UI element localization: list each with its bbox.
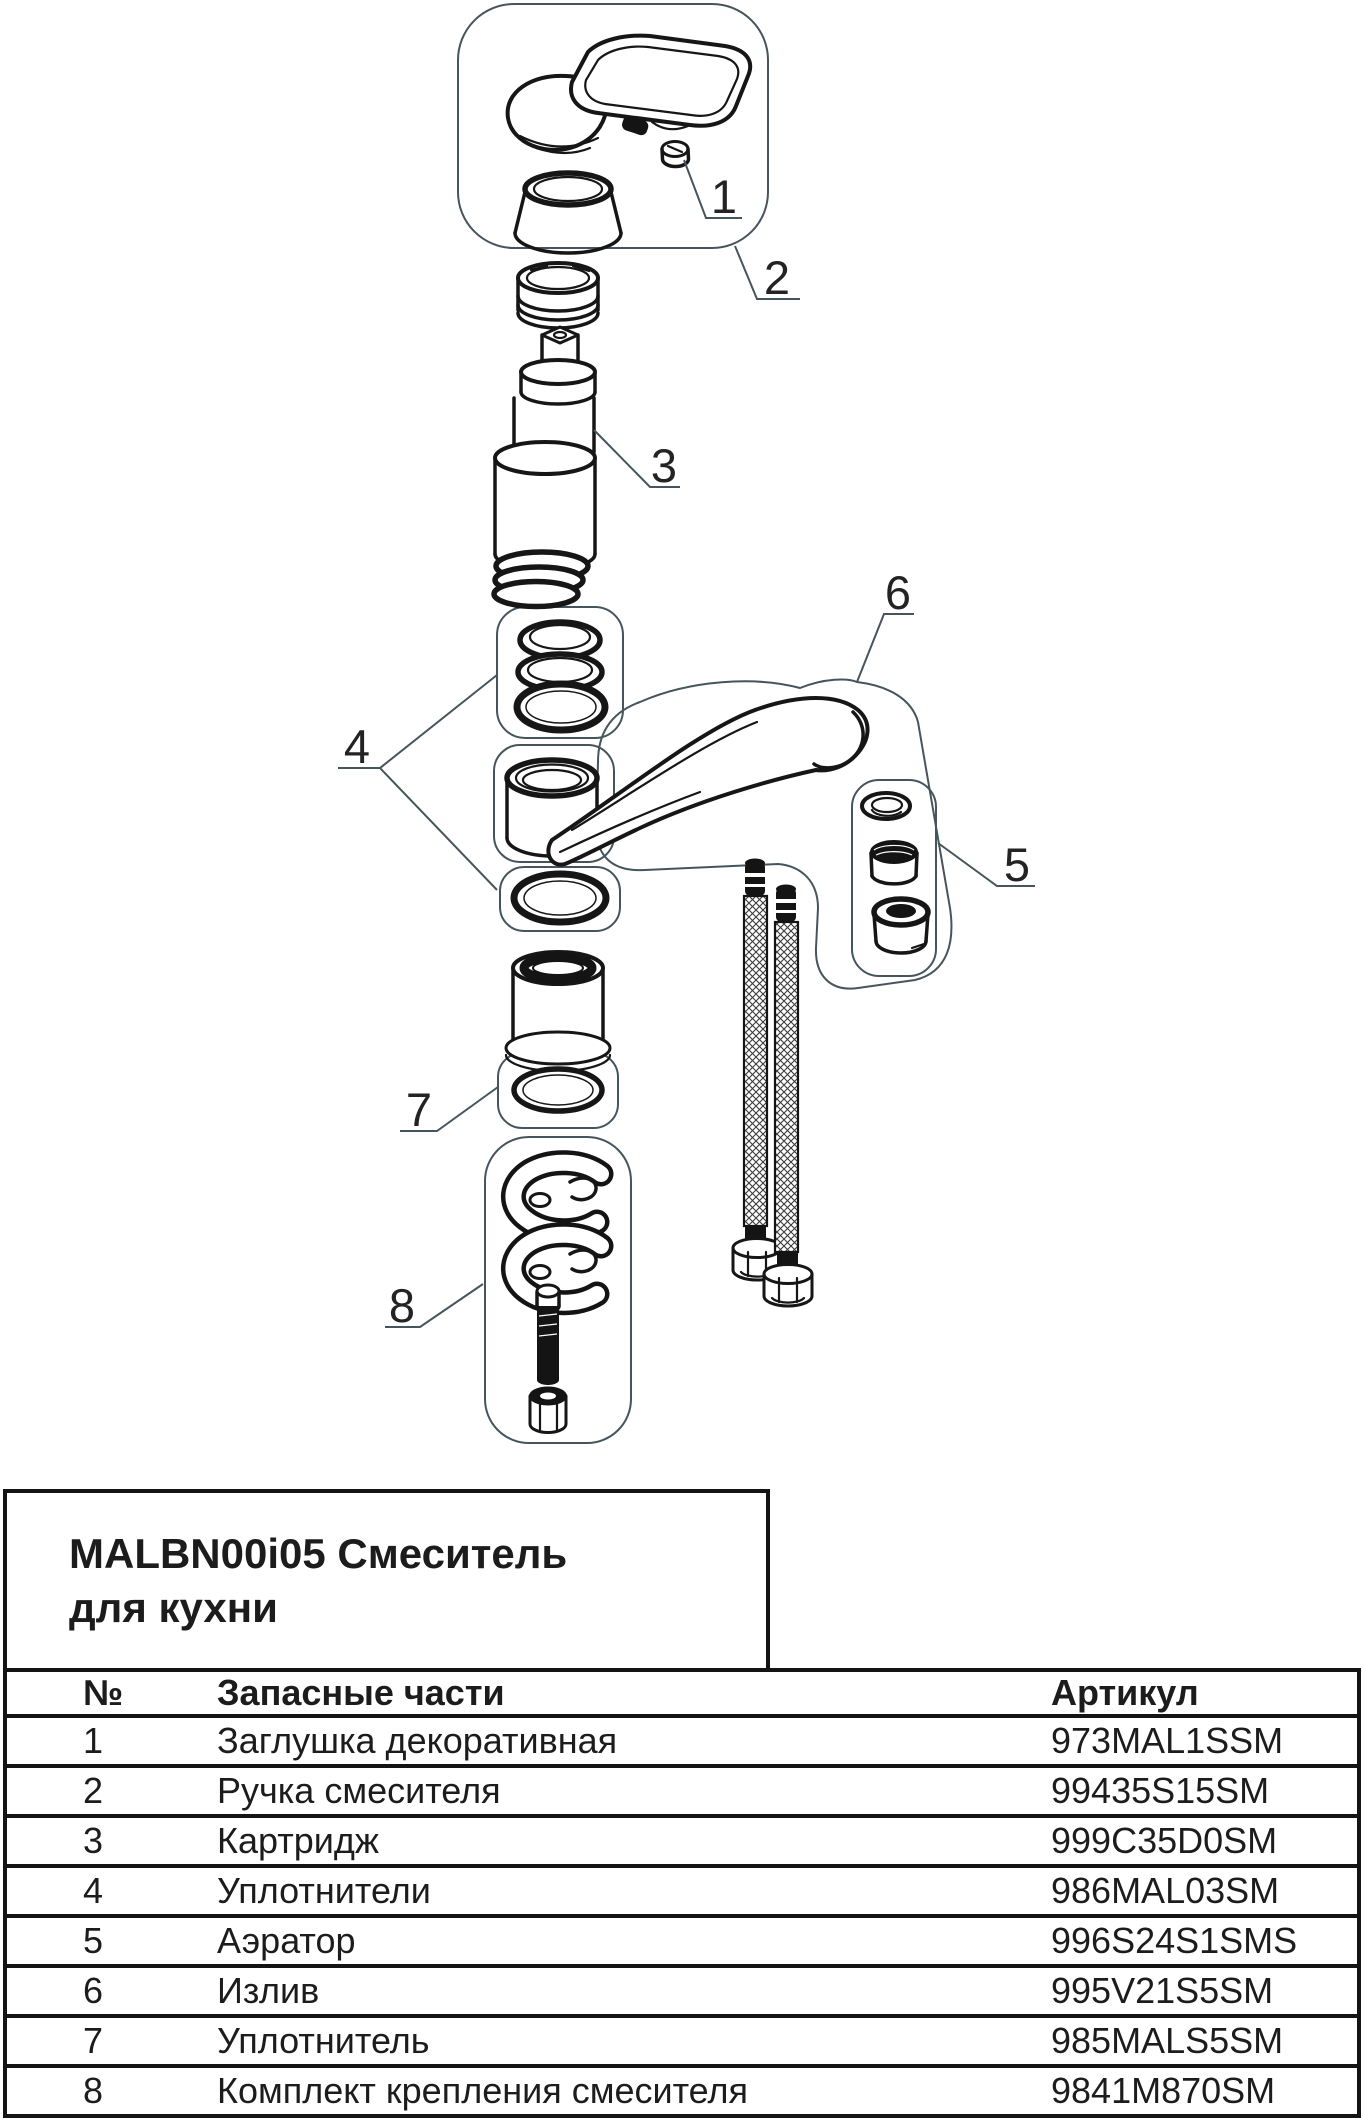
row-number: 2 (83, 1770, 104, 1811)
callout-3: 3 (650, 439, 678, 492)
row-number: 8 (83, 2070, 104, 2111)
row-part: Аэратор (217, 1920, 356, 1961)
leader-line-6 (857, 614, 914, 682)
row-part: Комплект крепления смесителя (217, 2070, 748, 2111)
row-article: 973MAL1SSM (1051, 1720, 1284, 1761)
shank-drawing (506, 952, 610, 1111)
callout-4: 4 (343, 720, 371, 773)
callout-5: 5 (1003, 838, 1031, 891)
leader-line-4 (338, 675, 497, 890)
table-row (3, 2064, 1361, 2118)
seals-upper-drawing (517, 622, 605, 730)
table-row (3, 1814, 1361, 1868)
row-number: 5 (83, 1920, 104, 1961)
row-part: Излив (217, 1970, 320, 2011)
seal-lower-drawing (514, 874, 606, 922)
product-title-line1: MALBN00i05 Смеситель (69, 1530, 568, 1577)
row-number: 1 (83, 1720, 104, 1761)
row-article: 99435S15SM (1051, 1770, 1270, 1811)
table-header-row (3, 1668, 1361, 1718)
table-row (3, 1914, 1361, 1968)
header-article: Артикул (1051, 1672, 1199, 1713)
callout-8: 8 (388, 1279, 416, 1332)
row-part: Ручка смесителя (217, 1770, 501, 1811)
table-row (3, 1714, 1361, 1768)
parts-table (3, 1668, 1361, 2118)
callout-1: 1 (710, 170, 738, 223)
header-number: № (83, 1672, 124, 1713)
aerator-drawing (862, 793, 928, 953)
row-part: Заглушка декоративная (217, 1720, 618, 1761)
row-article: 996S24S1SMS (1051, 1920, 1298, 1961)
row-part: Уплотнители (217, 1870, 431, 1911)
row-number: 7 (83, 2020, 104, 2061)
table-row (3, 1764, 1361, 1818)
handle-drawing (508, 36, 751, 153)
title-box (3, 1489, 770, 1672)
product-title-line2: для кухни (69, 1584, 278, 1631)
row-number: 6 (83, 1970, 104, 2011)
row-article: 985MALS5SM (1051, 2020, 1284, 2061)
callout-7: 7 (405, 1083, 433, 1136)
mounting-kit-drawing (513, 1163, 601, 1433)
callout-6: 6 (884, 566, 912, 619)
table-row (3, 1964, 1361, 2018)
row-number: 4 (83, 1870, 104, 1911)
table-row (3, 2014, 1361, 2068)
row-part: Картридж (217, 1820, 379, 1861)
row-article: 986MAL03SM (1051, 1870, 1280, 1911)
row-part: Уплотнитель (217, 2020, 430, 2061)
callout-2: 2 (763, 251, 791, 304)
cartridge-nut (518, 263, 598, 328)
cartridge-drawing (494, 327, 595, 607)
row-number: 3 (83, 1820, 104, 1861)
flexible-hose-left (733, 859, 781, 1281)
table-row (3, 1864, 1361, 1918)
handle-base-ring (515, 173, 621, 253)
row-article: 999C35D0SM (1051, 1820, 1278, 1861)
header-parts: Запасные части (217, 1672, 505, 1713)
row-article: 995V21S5SM (1051, 1970, 1274, 2011)
row-article: 9841M870SM (1051, 2070, 1276, 2111)
